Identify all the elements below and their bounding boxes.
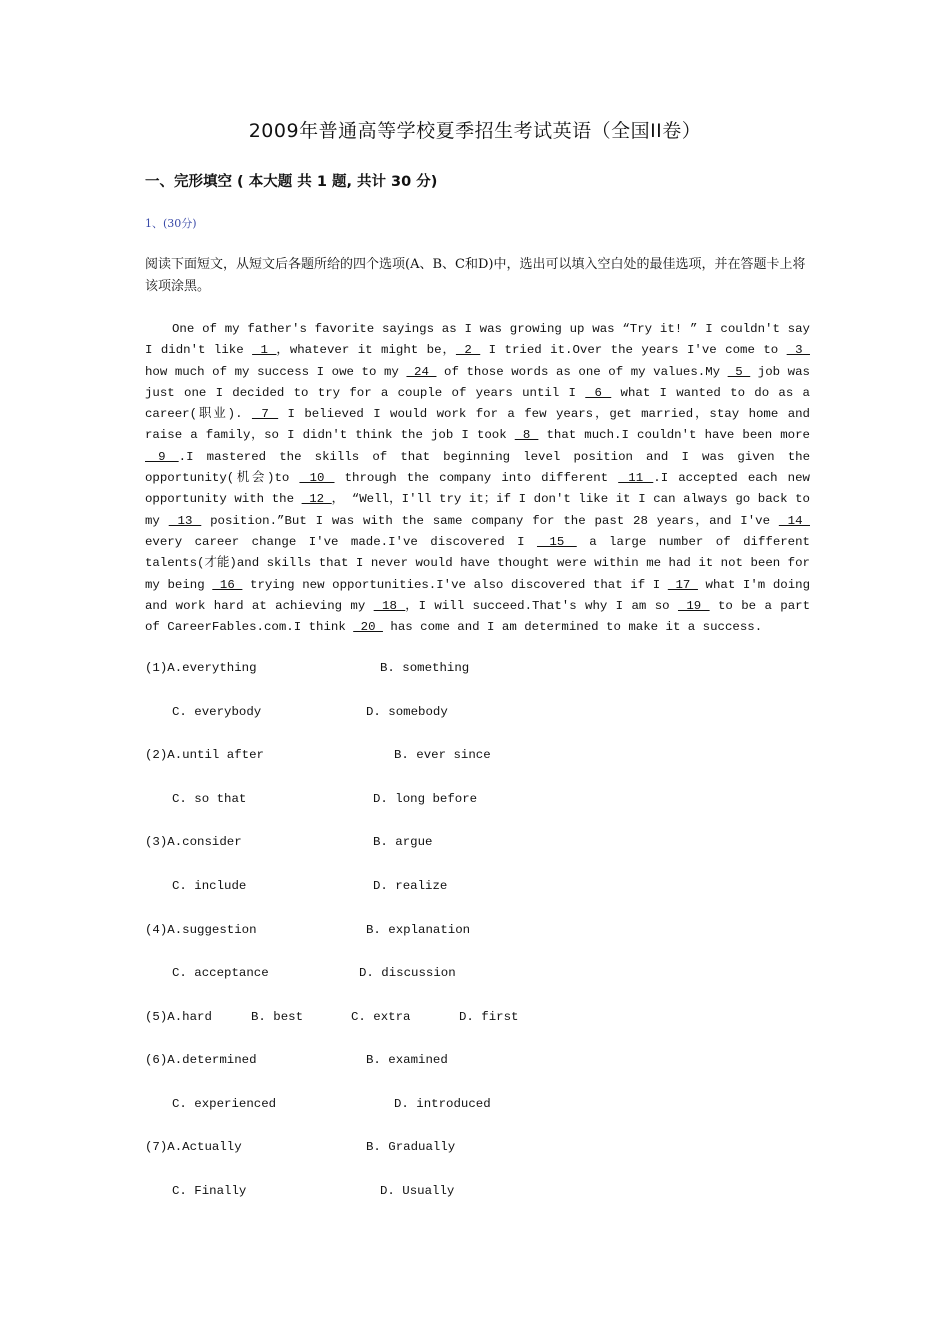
blank-11: 11 — [618, 471, 654, 486]
option-5d: D. first — [459, 1010, 519, 1024]
blank-9: 9 — [145, 449, 179, 464]
option-6a: (6)A.determined — [145, 1053, 257, 1067]
blank-15: 15 — [536, 534, 577, 549]
page-title: 2009年普通高等学校夏季招生考试英语（全国II卷） — [248, 120, 702, 142]
passage-text: I believed I would work for a few years，get married，stay home and raise a family，so I didn't think the job I took — [145, 407, 810, 443]
option-5a: (5)A.hard — [145, 1010, 212, 1024]
passage-paragraph — [145, 319, 810, 638]
passage-text: One of my father's favorite sayings as I was growing up was “Try it! ” I couldn't say I didn't like — [145, 322, 810, 358]
passage-text: position.”But I was with the same company for the past 28 years，and I've — [201, 513, 779, 528]
option-6b: B. examined — [366, 1053, 448, 1067]
option-1c: C. everybody — [172, 705, 262, 719]
option-4c: C. acceptance — [172, 966, 269, 980]
passage-text: what I'm doing and work hard at achieving my — [145, 577, 811, 613]
blank-5: 5 — [727, 364, 751, 379]
passage-text: ，whatever it might be， — [276, 343, 456, 358]
blank-18: 18 — [373, 598, 406, 613]
passage-text: I tried it.Over the years I've come to — [480, 343, 787, 358]
option-6c: C. experienced — [172, 1097, 277, 1111]
passage-text: to be a part of CareerFables.com.I think — [145, 598, 811, 635]
blank-2: 2 — [455, 343, 481, 358]
blank-17: 17 — [667, 577, 698, 592]
passage-text: .I accepted each new opportunity with the — [145, 471, 810, 507]
option-4d: D. discussion — [359, 966, 456, 980]
option-2d: D. long before — [373, 792, 478, 806]
blank-4: 24 — [406, 364, 437, 379]
option-2c: C. so that — [172, 792, 247, 806]
option-3d: D. realize — [373, 879, 448, 893]
blank-19: 19 — [677, 598, 710, 613]
instructions: 阅读下面短文，从短文后各题所给的四个选项(A、B、C和D)中，选出可以填入空白处的最佳选项，并在答题卡上将该项涂黑。 — [145, 257, 806, 294]
option-5b: B. best — [251, 1010, 304, 1024]
question-number: 1、(30分) — [145, 217, 197, 230]
passage-text: every career change I've made.I've discovered I — [145, 534, 537, 549]
blank-16: 16 — [212, 577, 243, 592]
blank-12: 12 — [301, 492, 332, 507]
blank-7: 7 — [251, 407, 279, 422]
option-2b: B. ever since — [394, 748, 491, 762]
option-1a: (1)A.everything — [145, 661, 257, 675]
option-7d: D. Usually — [380, 1184, 455, 1198]
blank-14: 14 — [778, 513, 810, 528]
section-heading: 一、完形填空 ( 本大题 共 1 题, 共计 30 分) — [145, 174, 438, 190]
option-7a: (7)A.Actually — [145, 1140, 242, 1154]
option-1d: D. somebody — [366, 705, 448, 719]
option-3a: (3)A.consider — [145, 835, 242, 849]
option-7b: B. Gradually — [366, 1140, 456, 1154]
passage-text: has come and I am determined to make it a success. — [382, 620, 763, 635]
option-1b: B. something — [380, 661, 470, 675]
passage-text: trying new opportunities.I've also discovered that if I — [242, 577, 668, 592]
passage-text: ， “Well，I'll try it；if I don't like it I can always go back to my — [145, 492, 810, 528]
blank-10: 10 — [299, 471, 335, 486]
option-5c: C. extra — [351, 1010, 411, 1024]
passage-text: a large number of different talents(才能)and skills that I never would have thought were within me had it not been for my being — [145, 534, 810, 592]
passage-text: how much of my success I owe to my — [145, 364, 407, 379]
passage-text: that much.I couldn't have been more — [538, 428, 810, 443]
blank-8: 8 — [514, 428, 539, 443]
option-2a: (2)A.until after — [145, 748, 264, 762]
blank-6: 6 — [585, 385, 612, 400]
passage — [145, 319, 810, 638]
option-3c: C. include — [172, 879, 247, 893]
blank-3: 3 — [786, 343, 810, 358]
passage-text: through the company into different — [334, 471, 619, 486]
passage-text: .I mastered the skills of that beginning level position and I was given the opportunity(机会)to — [145, 449, 811, 486]
passage-text: ，I will succeed.That's why I am so — [405, 598, 678, 613]
passage-text: job was just one I decided to try for a couple of years until I — [145, 364, 810, 400]
option-7c: C. Finally — [172, 1184, 247, 1198]
blank-1: 1 — [252, 343, 277, 358]
passage-text: what I wanted to do as a career(职业). — [145, 385, 810, 422]
option-3b: B. argue — [373, 835, 433, 849]
option-4a: (4)A.suggestion — [145, 923, 257, 937]
option-6d: D. introduced — [394, 1097, 491, 1111]
option-4b: B. explanation — [366, 923, 471, 937]
passage-text: of those words as one of my values.My — [436, 364, 728, 379]
blank-13: 13 — [168, 513, 202, 528]
blank-20: 20 — [353, 620, 383, 635]
